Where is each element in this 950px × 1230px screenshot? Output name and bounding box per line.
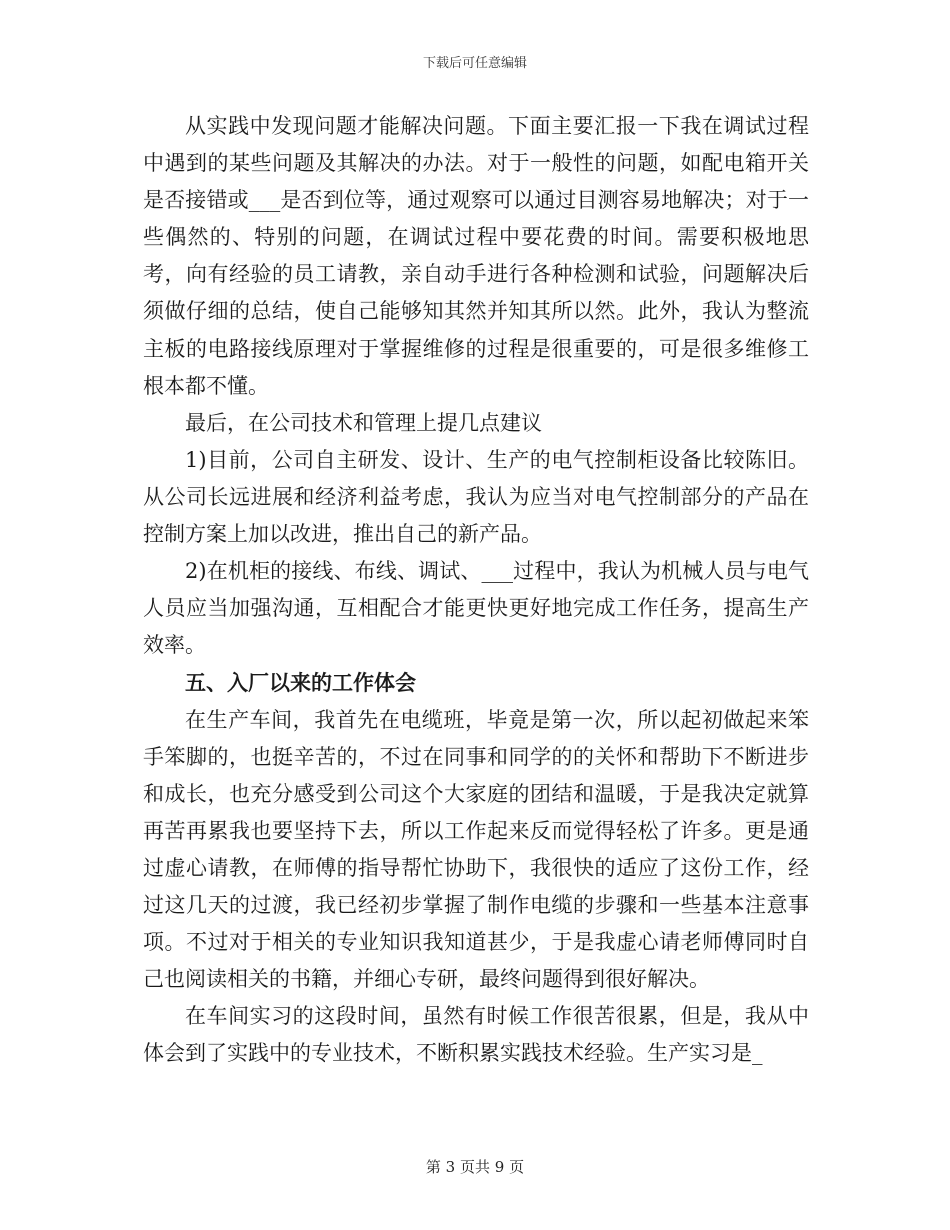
paragraph-debugging-problems: 从实践中发现问题才能解决问题。下面主要汇报一下我在调试过程中遇到的某些问题及其解决的办法。对于一般性的问题，如配电箱开关是否接错或___是否到位等，通过观察可以通过目测容易地解决；对于一些偶然的、特别的问题，在调试过程中要花费的时间。需要积极地思考，向有经验的员工请教，亲自动手进行各种检测和试验，问题解决后须做仔细的总结，使自己能够知其然并知其所以然。此外，我认为整流主板的电路接线原理对于掌握维修的过程是很重要的，可是很多维修工根本都不懂。 [143, 114, 809, 398]
paragraph-suggestion-1: 1)目前，公司自主研发、设计、生产的电气控制柜设备比较陈旧。从公司长远进展和经济利益考虑，我认为应当对电气控制部分的产品在控制方案上加以改进，推出自己的新产品。 [143, 447, 809, 547]
paragraph-suggestion-2: 2)在机柜的接线、布线、调试、___过程中，我认为机械人员与电气人员应当加强沟通，互相配合才能更快更好地完成工作任务，提高生产效率。 [143, 559, 809, 658]
paragraph-suggestions-intro: 最后，在公司技术和管理上提几点建议 [185, 410, 542, 435]
paragraph-workshop-internship: 在车间实习的这段时间，虽然有时候工作很苦很累，但是，我从中体会到了实践中的专业技术，不断积累实践技术经验。生产实习是_ [143, 1004, 809, 1066]
section-heading-work-experience: 五、入厂以来的工作体会 [185, 670, 416, 696]
document-body [143, 108, 809, 1072]
page-number-footer: 第 3 页共 9 页 [425, 1158, 525, 1176]
page-header-note: 下载后可任意编辑 [422, 56, 527, 71]
paragraph-cable-team: 在生产车间，我首先在电缆班，毕竟是第一次，所以起初做起来笨手笨脚的，也挺辛苦的，不过在同事和同学的的关怀和帮助下不断进步和成长，也充分感受到公司这个大家庭的团结和温暖，于是我决定就算再苦再累我也要坚持下去，所以工作起来反而觉得轻松了许多。更是通过虚心请教，在师傅的指导帮忙协助下，我很快的适应了这份工作，经过这几天的过渡，我已经初步掌握了制作电缆的步骤和一些基本注意事项。不过对于相关的专业知识我知道甚少，于是我虚心请老师傅同时自己也阅读相关的书籍，并细心专研，最终问题得到很好解决。 [143, 707, 809, 992]
